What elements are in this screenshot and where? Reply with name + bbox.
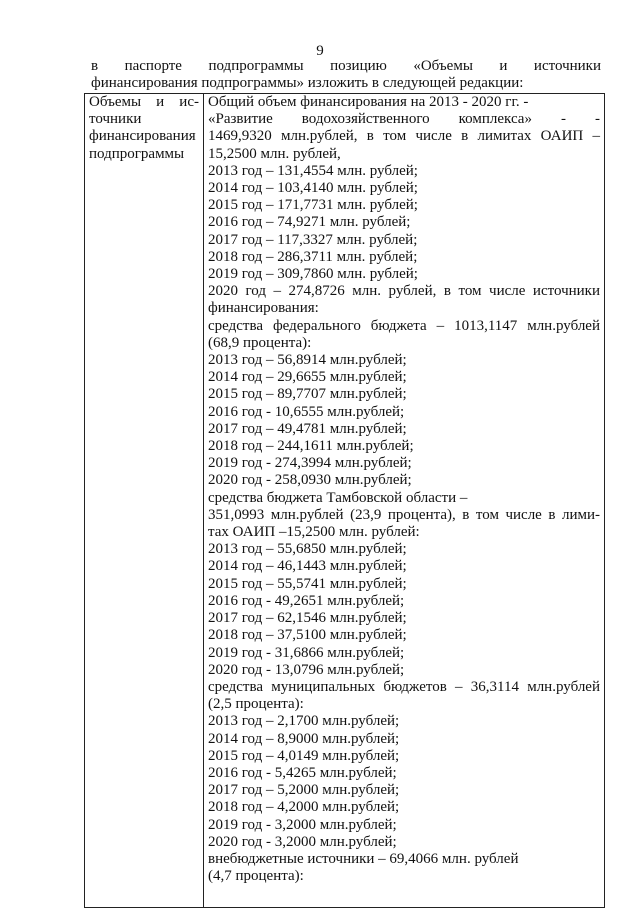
financing-line: 2018 год – 286,3711 млн. рублей;: [208, 248, 418, 265]
financing-line: (68,9 процента):: [208, 334, 312, 351]
financing-line: 2020 год - 13,0796 млн.рублей;: [208, 661, 405, 678]
financing-line: 2020 год - 258,0930 млн.рублей;: [208, 472, 412, 489]
financing-line: 2013 год – 131,4554 млн. рублей;: [208, 162, 418, 179]
financing-line: 2020 год - 3,2000 млн.рублей;: [208, 833, 397, 850]
label-cell: [85, 94, 204, 908]
financing-line: 2016 год - 49,2651 млн.рублей;: [208, 592, 405, 609]
financing-line: тах ОАИП –15,2500 млн. рублей:: [208, 524, 420, 541]
value-cell: [204, 94, 605, 908]
financing-line: 2020 год – 274,8726 млн. рублей, в том числе источники: [208, 283, 600, 300]
financing-text: [208, 94, 600, 885]
financing-line: средства бюджета Тамбовской области –: [208, 489, 468, 506]
intro-line-2: финансирования подпрограммы» изложить в следующей редакции:: [91, 75, 524, 91]
row-label-line: финансирования: [89, 128, 196, 145]
financing-line: 2014 год – 46,1443 млн.рублей;: [208, 558, 407, 575]
row-label-line: подпрограммы: [89, 145, 185, 162]
financing-line: 2014 год – 29,6655 млн.рублей;: [208, 369, 407, 386]
financing-line: 2016 год – 74,9271 млн. рублей;: [208, 214, 411, 231]
financing-line: 1469,9320 млн.рублей, в том числе в лимитах ОАИП –: [208, 128, 600, 145]
financing-line: 2018 год – 244,1611 млн.рублей;: [208, 438, 414, 455]
page-number: 9: [316, 43, 324, 59]
row-label-line: Объемы и ис-: [89, 94, 199, 110]
financing-line: 2016 год - 10,6555 млн.рублей;: [208, 403, 405, 420]
financing-line: 2015 год – 55,5741 млн.рублей;: [208, 575, 407, 592]
financing-line: 2014 год – 8,9000 млн.рублей;: [208, 730, 400, 747]
row-label-line: точники: [89, 111, 142, 128]
financing-line: 2017 год – 5,2000 млн.рублей;: [208, 782, 400, 799]
financing-line: (2,5 процента):: [208, 696, 304, 713]
financing-line: 2018 год – 37,5100 млн.рублей;: [208, 627, 407, 644]
financing-line: 2018 год – 4,2000 млн.рублей;: [208, 799, 400, 816]
financing-line: финансирования:: [208, 300, 319, 317]
financing-line: 2019 год - 31,6866 млн.рублей;: [208, 644, 405, 661]
financing-line: внебюджетные источники – 69,4066 млн. рублей: [208, 850, 519, 867]
passport-table: [84, 93, 605, 908]
financing-line: 2019 год - 274,3994 млн.рублей;: [208, 455, 412, 472]
financing-line: 2017 год – 49,4781 млн.рублей;: [208, 420, 407, 437]
intro-line-1: в паспорте подпрограммы позицию «Объемы и источники: [91, 58, 601, 74]
row-label: [85, 94, 203, 163]
financing-line: средства муниципальных бюджетов – 36,3114 млн.рублей: [208, 678, 600, 695]
financing-line: средства федерального бюджета – 1013,1147 млн.рублей: [208, 317, 600, 334]
financing-line: 2015 год – 171,7731 млн. рублей;: [208, 197, 418, 214]
financing-row: [85, 94, 605, 908]
financing-line: 2013 год – 56,8914 млн.рублей;: [208, 352, 407, 369]
financing-line: 2019 год - 3,2000 млн.рублей;: [208, 816, 397, 833]
financing-line: 15,2500 млн. рублей,: [208, 145, 341, 162]
financing-line: 2013 год – 2,1700 млн.рублей;: [208, 713, 400, 730]
financing-line: 2019 год – 309,7860 млн. рублей;: [208, 266, 418, 283]
financing-line: 2017 год – 62,1546 млн.рублей;: [208, 610, 407, 627]
financing-line: 2015 год – 4,0149 млн.рублей;: [208, 747, 400, 764]
financing-line: «Развитие водохозяйственного комплекса» - -: [208, 111, 600, 128]
financing-line: 2017 год – 117,3327 млн. рублей;: [208, 231, 418, 248]
financing-line: 351,0993 млн.рублей (23,9 процента), в том числе в лими-: [208, 506, 600, 523]
financing-line: (4,7 процента):: [208, 868, 304, 885]
financing-line: 2015 год – 89,7707 млн.рублей;: [208, 386, 407, 403]
financing-line: 2013 год – 55,6850 млн.рублей;: [208, 541, 407, 558]
financing-line: Общий объем финансирования на 2013 - 2020 гг. -: [208, 94, 529, 110]
financing-line: 2014 год – 103,4140 млн. рублей;: [208, 180, 418, 197]
financing-line: 2016 год - 5,4265 млн.рублей;: [208, 764, 397, 781]
intro-paragraph: [91, 58, 601, 92]
